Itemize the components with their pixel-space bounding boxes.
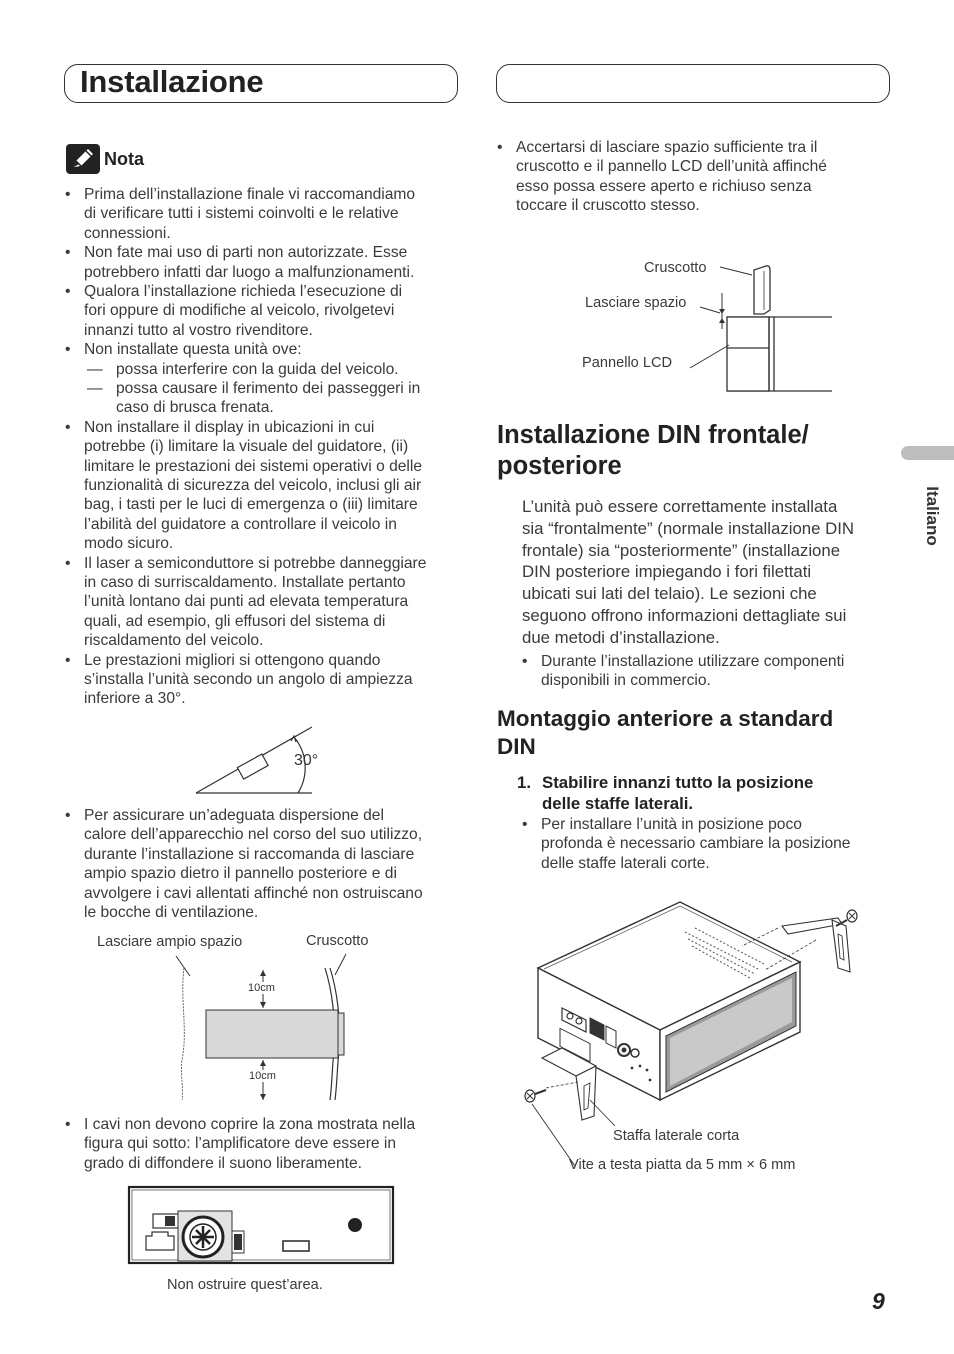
bullet-line: potrebbe (i) limitare la visuale del guidatore, (ii)	[84, 438, 409, 456]
bullet-line: fori oppure di modifiche al veicolo, rivolgetevi	[84, 302, 395, 320]
din-heading: Installazione DIN frontale/ posteriore	[497, 421, 809, 480]
bullet-marker: •	[65, 341, 71, 359]
label-lcd-panel: Pannello LCD	[582, 355, 673, 371]
paragraph-line: sia “frontalmente” (normale installazione DIN	[522, 518, 855, 538]
bullet-line: potrebbero infatti dar luogo a malfunzionamenti.	[84, 263, 415, 281]
bullet-line: calore dell’apparecchio nel corso del suo utilizzo,	[84, 826, 423, 844]
note-bullet	[65, 340, 302, 359]
dim-bottom-10cm: 10cm	[249, 1070, 276, 1082]
label-leave-space: Lasciare spazio	[585, 295, 687, 311]
bullet-marker: —	[87, 380, 103, 397]
bullet-line: Per installare l’unità in posizione poco	[541, 816, 802, 833]
bullet-marker: —	[87, 360, 103, 378]
bullet-line: grado di diffondere il suono liberamente.	[84, 1154, 362, 1172]
rear-caption: Non ostruire quest’area.	[167, 1277, 323, 1293]
bullet-line: Le prestazioni migliori si ottengono quando	[84, 651, 381, 669]
label-short-bracket: Staffa laterale corta	[613, 1128, 740, 1144]
bullet-line: Prima dell’installazione finale vi raccomandiamo	[84, 186, 416, 203]
label-leave-ample-space: Lasciare ampio spazio	[97, 934, 243, 950]
dim-top-10cm: 10cm	[248, 982, 275, 994]
page-title: Installazione	[80, 64, 264, 99]
cables-bullet-item	[65, 1115, 416, 1173]
paragraph-line: L’unità può essere correttamente installata	[522, 497, 838, 516]
bullet-line: toccare il cruscotto stesso.	[516, 197, 700, 215]
bullet-line: in caso di surriscaldamento. Installate pertanto	[84, 574, 406, 591]
bullet-marker: •	[65, 554, 71, 572]
note-bullet	[65, 554, 427, 651]
step-number: 1.	[517, 773, 531, 792]
mount-heading: Montaggio anteriore a standard DIN	[497, 706, 834, 759]
bullet-marker: •	[522, 653, 528, 670]
bullet-line: possa causare il ferimento dei passeggeri in	[116, 380, 421, 397]
unit-bracket-figure	[520, 890, 870, 1140]
bullet-marker: •	[65, 807, 71, 824]
bullet-line: innanzi tutto al vostro rivenditore.	[84, 321, 313, 339]
bullet-line: Durante l’installazione utilizzare componenti	[541, 653, 845, 670]
bullet-line: Per assicurare un’adeguata dispersione del	[84, 807, 384, 824]
label-flat-head-screw: Vite a testa piatta da 5 mm × 6 mm	[569, 1157, 796, 1173]
bullet-line: connessioni.	[84, 224, 171, 242]
note-dash-item	[87, 379, 421, 418]
lcd-clearance-figure	[680, 255, 840, 400]
bullet-line: Qualora l’installazione richieda l’esecuzione di	[84, 283, 403, 300]
bullet-line: modo sicuro.	[84, 535, 174, 553]
bullet-marker: •	[497, 139, 503, 156]
angle-label: 30°	[294, 752, 319, 769]
bullet-line: funzionalità di sicurezza del veicolo, inclusi gli air	[84, 477, 422, 495]
bullet-line: s’installa l’unità secondo un angolo di ampiezza	[84, 671, 413, 688]
paragraph-line: frontale) sia “posteriormente” (installazione	[522, 540, 841, 560]
note-bullet	[65, 418, 423, 554]
bullet-line: disponibili in commercio.	[541, 672, 711, 690]
bullet-line: avvolgere i cavi allentati affinché non ostruiscano	[84, 884, 423, 902]
bullet-line: Il laser a semiconduttore si potrebbe danneggiare	[84, 554, 427, 572]
bullet-marker: •	[522, 816, 528, 833]
note-bullet	[65, 282, 403, 340]
bullet-marker: •	[65, 651, 71, 669]
note-dash-item	[87, 360, 399, 379]
bullet-line: limitare le prestazioni dei sistemi operativi o delle	[84, 457, 423, 475]
header-right-box	[496, 64, 890, 103]
bullet-line: Non fate mai uso di parti non autorizzate. Esse	[84, 244, 408, 262]
page-number: 9	[872, 1288, 885, 1314]
din-paragraph	[522, 496, 854, 649]
bullet-line: cruscotto e il pannello LCD dell’unità affinché	[516, 158, 827, 176]
bullet-marker: •	[65, 418, 71, 436]
bullet-line: Non installate questa unità ove:	[84, 341, 302, 359]
bullet-line: profonda è necessario cambiare la posizione	[541, 835, 851, 853]
note-pencil-icon	[66, 144, 100, 174]
bullet-line: caso di brusca frenata.	[116, 399, 274, 417]
language-tab-label: Italiano	[923, 486, 942, 546]
paragraph-line: due metodi d’installazione.	[522, 627, 720, 647]
lcd-bullet-item	[497, 138, 827, 216]
bullet-line: di verificare tutti i sistemi coinvolti e le relative	[84, 205, 399, 223]
step-text: Stabilire innanzi tutto la posizione delle staffe laterali.	[542, 773, 814, 813]
bullet-marker: •	[65, 283, 71, 300]
label-dashboard-right: Cruscotto	[644, 260, 707, 276]
bullet-marker: •	[65, 244, 71, 262]
bullet-line: figura qui sotto: l’amplificatore deve essere in	[84, 1135, 397, 1153]
paragraph-line: DIN posteriore impiegando i fori filettati	[522, 562, 812, 582]
bullet-line: I cavi non devono coprire la zona mostrata nella	[84, 1116, 416, 1133]
heat-bullet-item	[65, 806, 423, 922]
note-bullet	[65, 651, 413, 709]
bullet-line: possa interferire con la guida del veicolo.	[116, 360, 399, 378]
bullet-marker: •	[65, 186, 71, 203]
rear-panel-figure	[128, 1186, 394, 1264]
bullet-line: riscaldamento del veicolo.	[84, 632, 264, 650]
bullet-line: durante l’installazione si raccomanda di lasciare	[84, 845, 415, 863]
bullet-line: bag, i tasti per le luci di emergenza o (iii) limitare	[84, 496, 418, 514]
paragraph-line: ubicati sui lati del telaio). Le sezioni che	[522, 584, 817, 604]
bullet-line: Accertarsi di lasciare spazio sufficiente tra il	[516, 139, 818, 156]
bullet-marker: •	[65, 1116, 71, 1133]
step-bullet-item	[522, 815, 851, 873]
paragraph-line: seguono offrono informazioni dettagliate sui	[522, 605, 847, 625]
bullet-line: inferiore a 30°.	[84, 690, 186, 708]
bullet-line: ampio spazio dietro il pannello posteriore e di	[84, 865, 397, 883]
bullet-line: delle staffe laterali corte.	[541, 854, 710, 872]
language-tab	[901, 446, 954, 460]
bullet-line: le bocche di ventilazione.	[84, 904, 259, 922]
note-bullet	[65, 243, 415, 282]
note-bullet	[65, 185, 416, 243]
bullet-line: esso possa essere aperto e richiuso senza	[516, 177, 812, 195]
note-heading: Nota	[104, 149, 144, 169]
bullet-line: Non installare il display in ubicazioni in cui	[84, 418, 375, 436]
label-dashboard-left: Cruscotto	[306, 933, 369, 949]
bullet-line: l’abilità del guidatore a controllare il veicolo in	[84, 515, 397, 533]
bullet-line: quali, ad esempio, gli effusori del sistema di	[84, 612, 386, 630]
din-bullet-item	[522, 652, 845, 691]
bullet-line: l’unità lontano dai punti ad elevata temperatura	[84, 593, 409, 611]
